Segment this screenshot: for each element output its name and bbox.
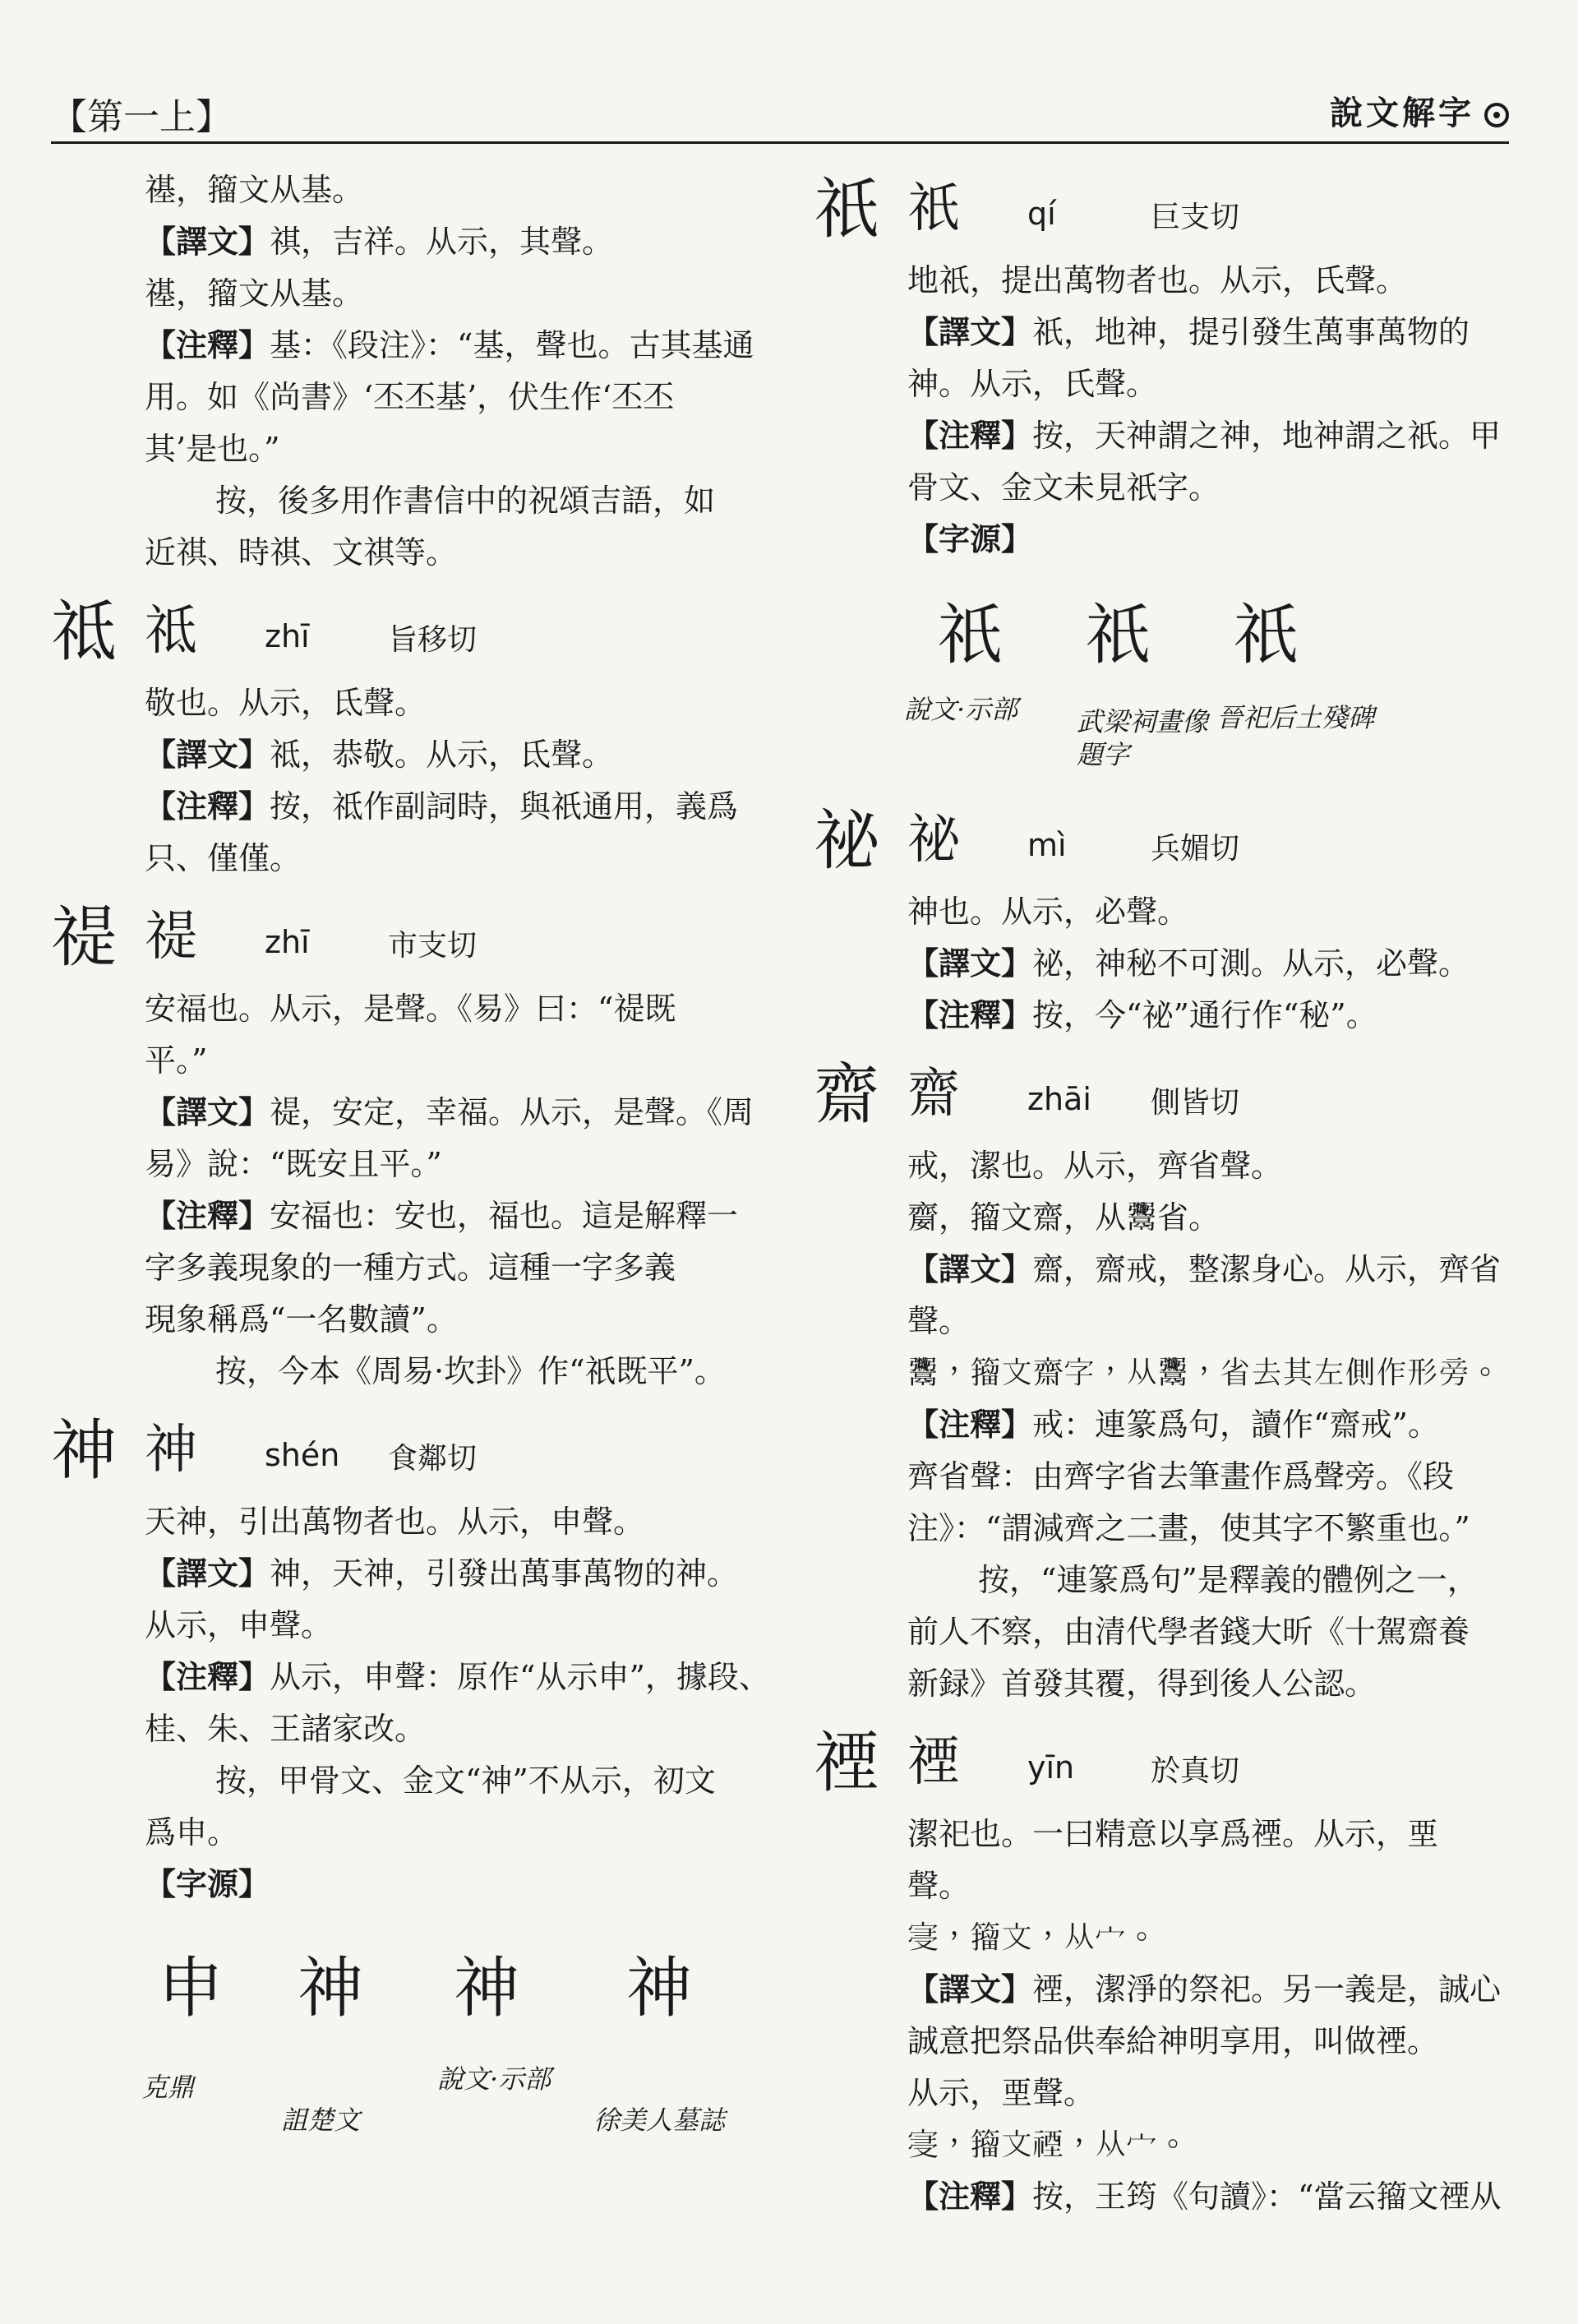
head-character: 齋 bbox=[907, 1064, 960, 1125]
line-text: 安福也。从示，是聲。《易》曰：“禔既 bbox=[145, 991, 676, 1027]
line-text: 易》說：“既安且平。” bbox=[145, 1146, 442, 1182]
line-text: 按，“連篆爲句”是釋義的體例之一， bbox=[978, 1562, 1479, 1598]
text-line bbox=[907, 1192, 1512, 1244]
text-line bbox=[907, 2119, 1512, 2171]
left-column bbox=[51, 164, 770, 2157]
text-line bbox=[145, 423, 758, 475]
text-line bbox=[145, 729, 758, 781]
line-text: 祺，吉祥。从示，其聲。 bbox=[270, 224, 614, 260]
glyph-source-caption: 武梁祠畫像題字 bbox=[1077, 706, 1209, 770]
dictionary-entry-head bbox=[814, 1050, 1512, 1140]
seal-script-glyph: 神 bbox=[51, 1412, 117, 1489]
line-text: 新録》首發其覆，得到後人公認。 bbox=[907, 1666, 1377, 1702]
section-tag: 【注釋】 bbox=[907, 2178, 1033, 2215]
ancient-glyph: 祇 bbox=[937, 597, 1003, 673]
text-line bbox=[145, 320, 758, 372]
text-line bbox=[145, 1087, 758, 1139]
section-tag: 【譯文】 bbox=[907, 1251, 1033, 1287]
head-character: 祇 bbox=[907, 178, 960, 239]
text-line bbox=[907, 1451, 1512, 1503]
seal-script-glyph: 祕 bbox=[814, 802, 879, 879]
line-text: 祇，地神，提引發生萬事萬物的 bbox=[1032, 314, 1470, 350]
section-tag: 【譯文】 bbox=[145, 224, 270, 260]
text-line bbox=[907, 1658, 1512, 1710]
seal-script-glyph: 齋 bbox=[814, 1056, 879, 1133]
text-line bbox=[145, 372, 758, 423]
text-line bbox=[907, 1555, 1512, 1606]
fanqie-reading: 巨支切 bbox=[1151, 201, 1240, 234]
line-text: 按，祗作副詞時，與祇通用，義爲 bbox=[270, 788, 739, 825]
glyph-source-caption: 詛楚文 bbox=[281, 2105, 361, 2136]
line-text: 齊省聲：由齊字省去筆畫作爲聲旁。《段 bbox=[907, 1458, 1455, 1495]
fanqie-reading: 旨移切 bbox=[388, 623, 478, 657]
text-line bbox=[145, 1600, 758, 1652]
text-line bbox=[907, 1347, 1512, 1399]
glyph-source-caption: 說文·示部 bbox=[904, 694, 1018, 725]
fanqie-reading: 市支切 bbox=[388, 929, 478, 963]
pinyin: shén bbox=[265, 1437, 340, 1473]
glyph-source-caption: 說文·示部 bbox=[437, 2063, 551, 2095]
text-line bbox=[907, 1140, 1512, 1192]
seal-script-glyph: 禋 bbox=[814, 1725, 879, 1801]
line-text: 敬也。从示，氐聲。 bbox=[145, 685, 427, 721]
line-text: 𡨞，籀文，从宀。 bbox=[907, 1920, 1158, 1956]
line-text: 䶒，籀文齋，从𩱷省。 bbox=[907, 1199, 1220, 1236]
text-line bbox=[145, 1035, 758, 1087]
line-text: 按，今本《周易·坎卦》作“祇既平”。 bbox=[215, 1353, 726, 1389]
fanqie-reading: 食鄰切 bbox=[388, 1442, 478, 1476]
circle-dot-icon bbox=[1484, 103, 1509, 127]
text-line bbox=[907, 1964, 1512, 2016]
line-text: 地祇，提出萬物者也。从示，氏聲。 bbox=[907, 262, 1408, 298]
text-line bbox=[907, 990, 1512, 1042]
text-line bbox=[145, 1139, 758, 1190]
text-line bbox=[907, 1809, 1512, 1860]
glyph-origin-block bbox=[51, 1910, 758, 2157]
head-character: 神 bbox=[145, 1420, 197, 1481]
text-line bbox=[145, 475, 758, 527]
line-text: 按，甲骨文、金文“神”不从示，初文 bbox=[215, 1763, 716, 1799]
text-line bbox=[145, 677, 758, 729]
dictionary-entry-head bbox=[814, 164, 1512, 255]
seal-script-glyph: 祗 bbox=[51, 594, 117, 670]
ancient-glyph: 申 bbox=[158, 1950, 224, 2026]
pinyin: zhī bbox=[265, 618, 310, 654]
pinyin: zhī bbox=[265, 924, 310, 960]
line-text: 按，今“祕”通行作“秘”。 bbox=[1032, 997, 1377, 1033]
dictionary-entry-head bbox=[814, 1718, 1512, 1809]
line-text: 禥，籀文从基。 bbox=[145, 172, 364, 208]
head-character: 祗 bbox=[145, 601, 197, 662]
line-text: 从示，申聲。 bbox=[145, 1607, 333, 1643]
text-line bbox=[907, 307, 1512, 358]
section-tag: 【字源】 bbox=[145, 1866, 270, 1902]
section-tag: 【注釋】 bbox=[907, 418, 1033, 454]
line-text: 爲申。 bbox=[145, 1814, 239, 1850]
section-label: 【第一上】 bbox=[51, 96, 232, 138]
right-column bbox=[814, 164, 1512, 2223]
section-tag: 【譯文】 bbox=[145, 1555, 270, 1592]
text-line bbox=[907, 1860, 1512, 1912]
line-text: 潔祀也。一曰精意以享爲禋。从示，垔 bbox=[907, 1816, 1439, 1852]
line-text: 只、僅僅。 bbox=[145, 840, 302, 876]
dictionary-entry-head bbox=[814, 796, 1512, 886]
text-line bbox=[145, 1652, 770, 1703]
text-line bbox=[907, 2068, 1512, 2119]
line-text: 戒，潔也。从示，齊省聲。 bbox=[907, 1148, 1283, 1184]
line-text: 桂、朱、王諸家改。 bbox=[145, 1711, 427, 1747]
line-text: 禥，籀文从基。 bbox=[145, 275, 364, 312]
ancient-glyph: 祇 bbox=[1085, 597, 1151, 673]
text-line bbox=[145, 268, 758, 320]
line-text: 神。从示，氏聲。 bbox=[907, 366, 1158, 402]
glyph-source-caption: 晉祀后土殘碑 bbox=[1216, 702, 1375, 733]
line-text: 禋，潔淨的祭祀。另一義是，誠心 bbox=[1032, 1971, 1502, 2008]
line-text: 从示，申聲：原作“从示申”，據段、 bbox=[270, 1659, 770, 1695]
text-line bbox=[145, 216, 758, 268]
text-line bbox=[907, 938, 1512, 990]
pinyin: zhāi bbox=[1027, 1081, 1091, 1117]
line-text: 𡨞，籀文禋，从宀。 bbox=[907, 2127, 1189, 2163]
book-title-text: 說文解字 bbox=[1330, 95, 1474, 132]
line-text: 祗，恭敬。从示，氐聲。 bbox=[270, 737, 614, 773]
text-line bbox=[145, 1190, 758, 1242]
dictionary-entry-head bbox=[51, 587, 758, 677]
section-tag: 【注釋】 bbox=[145, 1198, 270, 1234]
line-text: 𩱷，籀文齋字，从𩱷，省去其左側作形旁。 bbox=[907, 1355, 1502, 1391]
pinyin: mì bbox=[1027, 827, 1067, 863]
line-text: 字多義現象的一種方式。這種一字多義 bbox=[145, 1250, 676, 1286]
line-text: 从示，垔聲。 bbox=[907, 2075, 1096, 2111]
line-text: 按，王筠《句讀》：“當云籀文禋从 bbox=[1032, 2178, 1502, 2215]
line-text: 誠意把祭品供奉給神明享用，叫做禋。 bbox=[907, 2023, 1439, 2059]
line-text: 用。如《尚書》‘丕丕基’，伏生作‘丕丕 bbox=[145, 379, 675, 415]
ancient-glyph: 神 bbox=[298, 1950, 363, 2026]
section-tag: 【注釋】 bbox=[145, 327, 270, 363]
dictionary-entry-head bbox=[51, 893, 758, 983]
text-line bbox=[145, 1703, 758, 1755]
section-tag: 【譯文】 bbox=[907, 314, 1033, 350]
text-line bbox=[907, 1296, 1512, 1347]
section-tag: 【譯文】 bbox=[145, 737, 270, 773]
text-line bbox=[907, 358, 1512, 410]
line-text: 平。” bbox=[145, 1042, 208, 1079]
page-header bbox=[51, 82, 1509, 144]
text-line bbox=[145, 833, 758, 885]
text-line bbox=[907, 1503, 1512, 1555]
line-text: 前人不察，由清代學者錢大昕《十駕齋養 bbox=[907, 1614, 1470, 1650]
head-character: 禔 bbox=[145, 907, 197, 968]
line-text: 近祺、時祺、文祺等。 bbox=[145, 534, 458, 571]
line-text: 齋，齋戒，整潔身心。从示，齊省 bbox=[1032, 1251, 1502, 1287]
text-line bbox=[907, 1399, 1512, 1451]
text-line bbox=[907, 2171, 1512, 2223]
line-text: 注》：“謂減齊之二畫，使其字不繁重也。” bbox=[907, 1510, 1470, 1546]
text-line bbox=[145, 164, 758, 216]
text-line bbox=[907, 886, 1512, 938]
glyph-origin-block bbox=[814, 566, 1512, 788]
section-tag: 【譯文】 bbox=[907, 945, 1033, 982]
fanqie-reading: 側皆切 bbox=[1151, 1086, 1240, 1120]
text-line bbox=[145, 527, 758, 579]
section-tag: 【字源】 bbox=[907, 521, 1033, 557]
line-text: 禔，安定，幸福。从示，是聲。《周 bbox=[270, 1094, 754, 1130]
text-line bbox=[145, 1496, 758, 1548]
line-text: 安福也：安也，福也。這是解釋一 bbox=[270, 1198, 739, 1234]
line-text: 戒：連篆爲句，讀作“齋戒”。 bbox=[1032, 1407, 1439, 1443]
section-tag: 【譯文】 bbox=[907, 1971, 1033, 2008]
ancient-glyph: 神 bbox=[626, 1950, 692, 2026]
text-line bbox=[145, 1346, 758, 1398]
text-line bbox=[907, 514, 1512, 566]
ancient-glyph: 祇 bbox=[1233, 597, 1299, 673]
seal-script-glyph: 祇 bbox=[814, 171, 879, 247]
line-text: 按，天神謂之神，地神謂之祇。甲 bbox=[1032, 418, 1502, 454]
section-tag: 【注釋】 bbox=[907, 997, 1033, 1033]
seal-script-glyph: 禔 bbox=[51, 899, 117, 976]
ancient-glyph: 神 bbox=[454, 1950, 519, 2026]
line-text: 神，天神，引發出萬事萬物的神。 bbox=[270, 1555, 739, 1592]
text-line bbox=[907, 2016, 1512, 2068]
dictionary-entry-head bbox=[51, 1406, 758, 1496]
fanqie-reading: 兵媚切 bbox=[1151, 832, 1240, 866]
pinyin: qí bbox=[1027, 196, 1056, 232]
text-line bbox=[145, 983, 758, 1035]
text-line bbox=[145, 781, 758, 833]
head-character: 禋 bbox=[907, 1732, 960, 1793]
line-text: 聲。 bbox=[907, 1868, 971, 1904]
line-text: 骨文、金文未見祇字。 bbox=[907, 469, 1220, 506]
glyph-source-caption: 克鼎 bbox=[141, 2072, 195, 2103]
line-text: 神也。从示，必聲。 bbox=[907, 894, 1189, 930]
glyph-source-caption: 徐美人墓誌 bbox=[593, 2105, 726, 2136]
text-line bbox=[907, 1244, 1512, 1296]
section-tag: 【注釋】 bbox=[145, 1659, 270, 1695]
fanqie-reading: 於真切 bbox=[1151, 1754, 1240, 1788]
section-tag: 【注釋】 bbox=[145, 788, 270, 825]
text-line bbox=[145, 1548, 758, 1600]
line-text: 祕，神秘不可測。从示，必聲。 bbox=[1032, 945, 1470, 982]
text-line bbox=[145, 1755, 758, 1807]
text-line bbox=[907, 462, 1512, 514]
text-line bbox=[907, 1912, 1512, 1964]
book-title bbox=[1330, 87, 1509, 134]
line-text: 按，後多用作書信中的祝頌吉語，如 bbox=[215, 483, 716, 519]
text-line bbox=[145, 1242, 758, 1294]
line-text: 現象稱爲“一名數讀”。 bbox=[145, 1301, 458, 1338]
pinyin: yīn bbox=[1027, 1749, 1075, 1786]
line-text: 其’是也。” bbox=[145, 431, 280, 467]
text-line bbox=[145, 1294, 758, 1346]
line-text: 天神，引出萬物者也。从示，申聲。 bbox=[145, 1504, 645, 1540]
head-character: 祕 bbox=[907, 810, 960, 871]
section-tag: 【注釋】 bbox=[907, 1407, 1033, 1443]
line-text: 聲。 bbox=[907, 1303, 971, 1339]
text-line bbox=[145, 1807, 758, 1859]
section-tag: 【譯文】 bbox=[145, 1094, 270, 1130]
line-text: 基：《段注》：“基，聲也。古其基通 bbox=[270, 327, 754, 363]
text-line bbox=[907, 1606, 1512, 1658]
text-line bbox=[907, 410, 1512, 462]
text-line bbox=[907, 255, 1512, 307]
text-line bbox=[145, 1859, 758, 1910]
